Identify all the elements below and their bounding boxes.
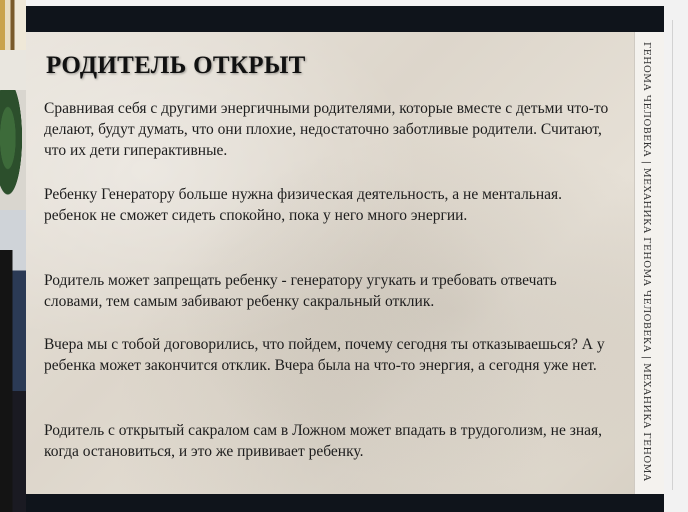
paragraph-2: Ребенку Генератору больше нужна физическая деятельность, а не ментальная. ребенок не сможет сидеть спокойно, пока у него много энергии. — [44, 186, 563, 224]
participant-hair — [0, 250, 18, 512]
slide-content-area — [26, 32, 634, 494]
paragraph-5: Родитель с открытый сакралом сам в Ложном может впадать в трудоголизм, не зная, когда остановиться, и это же прививает ребенку. — [44, 422, 603, 460]
shelf — [0, 50, 26, 90]
slide-title: РОДИТЕЛЬ ОТКРЫТ — [46, 52, 306, 79]
slide-sidebar — [634, 32, 665, 494]
paragraph-4: Вчера мы с тобой договорились, что пойдем, почему сегодня ты отказываешься? А у ребенка может закончится отклик. Вчера была на что-то энергия, а сегодня уже нет. — [44, 336, 605, 374]
window-right-edge — [664, 0, 688, 512]
sidebar-text: ГЕНОМА ЧЕЛОВЕКА | МЕХАНИКА ГЕНОМА ЧЕЛОВЕКА | МЕХАНИКА ГЕНОМА — [641, 42, 652, 482]
scrollbar-track[interactable] — [672, 20, 673, 490]
bookshelf — [0, 0, 26, 50]
participant-video-strip — [0, 0, 26, 512]
paragraph-1: Сравнивая себя с другими энергичными родителями, которые вместе с детьми что-то делают, будут думать, что они плохие, недостаточно заботливые родители. Считают, что их дети гиперактивные. — [44, 100, 609, 159]
presentation-slide — [26, 6, 664, 512]
paragraph-3: Родитель может запрещать ребенку - генератору угукать и требовать отвечать словами, тем самым забивают ребенку сакральный отклик. — [44, 272, 557, 310]
plant — [0, 90, 26, 210]
